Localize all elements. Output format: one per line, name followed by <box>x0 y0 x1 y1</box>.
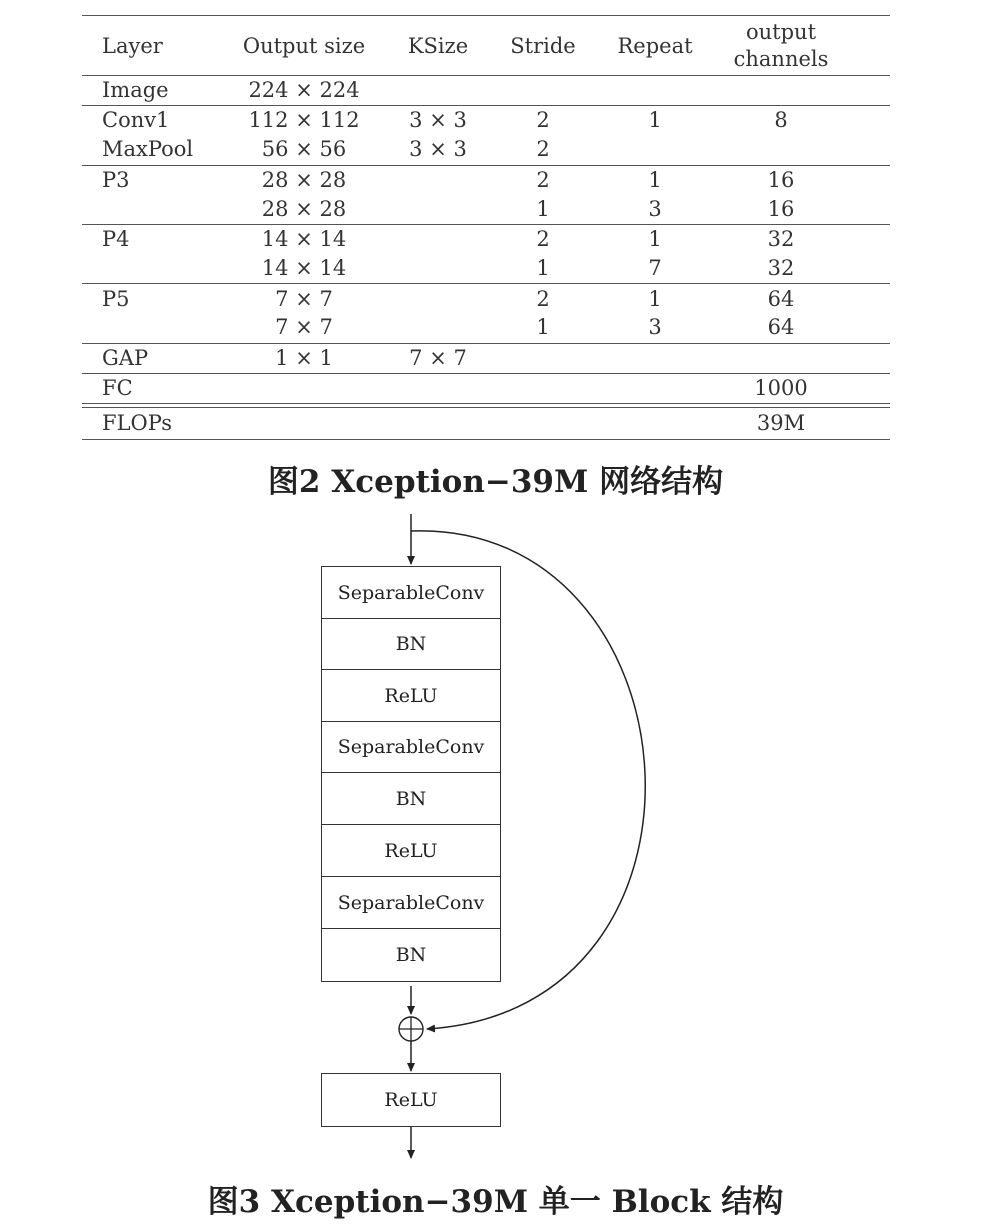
header-ksize: KSize <box>407 34 469 58</box>
table-row: MaxPool <box>102 137 194 161</box>
table-cell: 2 <box>536 137 550 161</box>
final-relu-box: ReLU <box>321 1073 501 1127</box>
table-cell: 2 <box>536 287 550 311</box>
table-cell: 7 × 7 <box>409 346 467 370</box>
table-cell: 112 × 112 <box>248 108 360 132</box>
relu-box: ReLU <box>321 669 501 722</box>
relu-box: ReLU <box>321 824 501 877</box>
bn-box: BN <box>321 928 501 982</box>
separable-conv-box: SeparableConv <box>321 721 501 773</box>
bn-box: BN <box>321 618 501 670</box>
table-row: FC <box>102 376 133 400</box>
header-stride: Stride <box>510 34 576 58</box>
table-cell: 1 <box>536 315 550 339</box>
table-cell: 7 <box>648 256 662 280</box>
table-cell: 3 <box>648 315 662 339</box>
table-cell: 16 <box>767 168 795 192</box>
table-cell: 7 × 7 <box>275 315 333 339</box>
table-cell: 2 <box>536 227 550 251</box>
table-cell: 3 <box>648 197 662 221</box>
table-cell: 14 × 14 <box>261 227 347 251</box>
table-cell: 64 <box>767 315 795 339</box>
table-row: Conv1 <box>102 108 170 132</box>
table-row: FLOPs <box>102 411 173 435</box>
table-cell: 28 × 28 <box>261 168 347 192</box>
header-output-channels-line2: channels <box>733 47 829 71</box>
table-cell: 14 × 14 <box>261 256 347 280</box>
separable-conv-box: SeparableConv <box>321 876 501 929</box>
table-cell: 1000 <box>754 376 808 400</box>
table-cell: 3 × 3 <box>409 137 467 161</box>
header-repeat: Repeat <box>617 34 693 58</box>
table-cell: 1 <box>536 256 550 280</box>
table-row: GAP <box>102 346 149 370</box>
header-output-channels-line1: output <box>745 20 817 44</box>
header-layer: Layer <box>102 34 163 58</box>
table-cell: 224 × 224 <box>248 78 360 102</box>
separable-conv-box: SeparableConv <box>321 566 501 619</box>
table-cell: 32 <box>767 256 795 280</box>
table-cell: 2 <box>536 168 550 192</box>
bn-box: BN <box>321 772 501 825</box>
figure2-caption: 图2 Xception−39M 网络结构 <box>267 464 724 500</box>
table-cell: 39M <box>756 411 806 435</box>
table-cell: 1 <box>648 108 662 132</box>
table-row: P4 <box>102 227 130 251</box>
table-cell: 56 × 56 <box>261 137 347 161</box>
table-cell: 7 × 7 <box>275 287 333 311</box>
table-cell: 16 <box>767 197 795 221</box>
table-row: P3 <box>102 168 130 192</box>
table-cell: 3 × 3 <box>409 108 467 132</box>
table-cell: 8 <box>774 108 788 132</box>
table-cell: 1 <box>648 168 662 192</box>
figure3-caption: 图3 Xception−39M 单一 Block 结构 <box>207 1184 784 1220</box>
table-row: Image <box>102 78 169 102</box>
table-cell: 2 <box>536 108 550 132</box>
table-cell: 1 <box>536 197 550 221</box>
table-cell: 1 <box>648 287 662 311</box>
table-cell: 32 <box>767 227 795 251</box>
layer-stack <box>321 566 502 982</box>
table-cell: 64 <box>767 287 795 311</box>
add-icon <box>399 1017 423 1041</box>
header-output-size: Output size <box>242 34 366 58</box>
table-cell: 28 × 28 <box>261 197 347 221</box>
table-cell: 1 × 1 <box>275 346 333 370</box>
table-cell: 1 <box>648 227 662 251</box>
table-row: P5 <box>102 287 130 311</box>
